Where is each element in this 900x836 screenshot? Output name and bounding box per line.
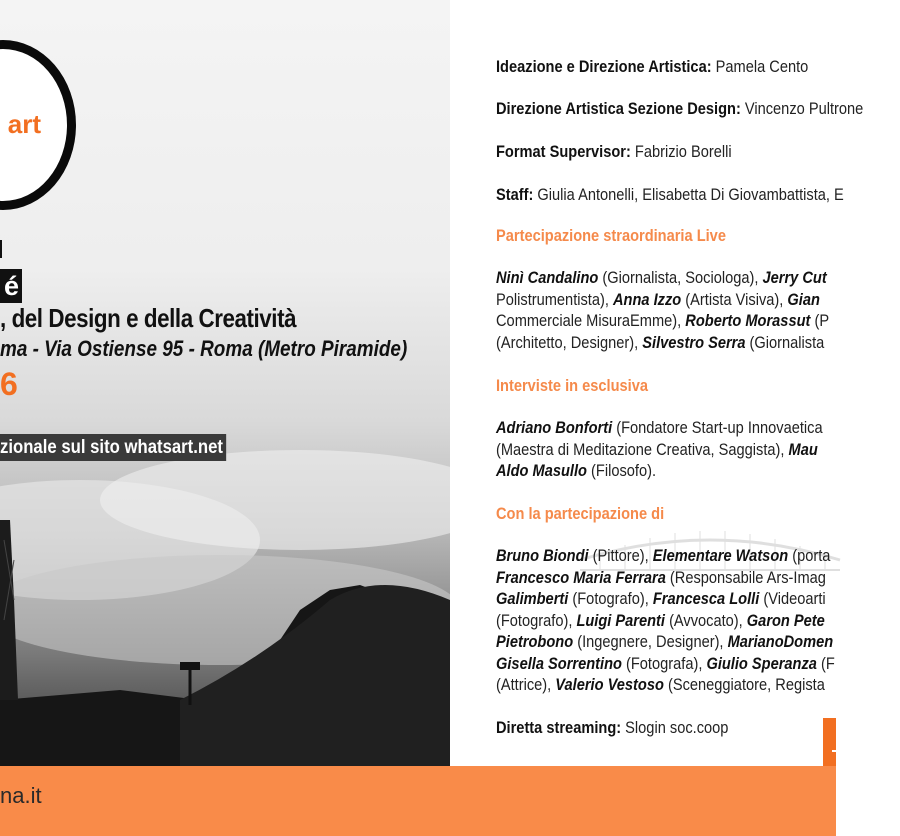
credit-value: Slogin soc.coop — [621, 718, 729, 737]
participant-name: Aldo Masullo — [496, 461, 587, 480]
participant-name: Garon Pete — [746, 610, 825, 630]
participant-role: (P — [810, 311, 830, 330]
credit-streaming — [496, 718, 728, 738]
participant-role: (Fotografa), — [621, 653, 707, 673]
participant-role: Commerciale MisuraEmme), — [496, 311, 686, 330]
participant-line — [496, 461, 656, 481]
participant-line — [496, 675, 825, 695]
credit-label: Diretta streaming: — [496, 718, 622, 737]
participant-role: (Fondatore Start-up Innovaetica — [612, 418, 823, 437]
credit-value: Vincenzo Pultrone — [740, 99, 864, 118]
participant-name: Pietrobono — [496, 632, 574, 651]
participant-name: Galimberti — [496, 589, 569, 608]
participant-name: MarianoDomen — [727, 632, 834, 651]
participant-name: Jerry Cut — [762, 268, 827, 287]
participant-role: Polistrumentista), — [496, 289, 614, 309]
event-photo-panel — [0, 0, 450, 766]
participant-line — [496, 311, 829, 331]
credit-label: Staff: — [496, 185, 534, 204]
participant-name: Roberto Morassut — [685, 311, 811, 330]
headline-tag-text: é — [3, 271, 19, 301]
participant-name: Gian — [787, 289, 820, 309]
logo-text: art — [7, 109, 41, 139]
decorative-bar — [0, 240, 2, 258]
participant-name: Francesco Maria Ferrara — [496, 567, 666, 587]
participant-role: (Fotografo), — [496, 610, 577, 630]
participant-line — [496, 418, 823, 438]
participant-role: (Maestra di Meditazione Creativa, Saggista), — [496, 439, 789, 459]
event-venue: ma - Via Ostiense 95 - Roma (Metro Piramide) — [0, 336, 408, 361]
participant-line — [496, 268, 827, 288]
credit-label: Direzione Artistica Sezione Design: — [496, 99, 741, 118]
section-heading-con: Con la partecipazione di — [496, 504, 665, 523]
participant-name: Mau — [788, 439, 818, 459]
participant-line — [496, 632, 833, 652]
section-heading-interviste: Interviste in esclusiva — [496, 376, 648, 395]
participant-name: Bruno Biondi — [496, 546, 589, 565]
participant-role: (Attrice), — [496, 675, 556, 694]
participant-role: (Pittore), — [588, 546, 653, 565]
participant-name: Luigi Parenti — [576, 610, 666, 630]
participant-role: (porta — [788, 546, 831, 565]
participant-name: Giulio Speranza — [706, 653, 817, 673]
participant-role: (F — [816, 653, 835, 673]
credit-value: Giulia Antonelli, Elisabetta Di Giovambattista, E — [533, 185, 844, 204]
participant-name: Valerio Vestoso — [555, 675, 664, 694]
participant-line — [496, 333, 824, 353]
participant-line — [496, 654, 835, 674]
participant-name: Silvestro Serra — [642, 332, 746, 352]
section-heading-live: Partecipazione straordinaria Live — [496, 226, 726, 245]
participant-name: Gisella Sorrentino — [496, 653, 622, 673]
participant-role: (Videoarti — [759, 589, 826, 608]
streaming-note: zionale sul sito whatsart.net — [0, 434, 227, 461]
credit-value: Fabrizio Borelli — [630, 142, 732, 161]
participant-name: Anna Izzo — [613, 289, 682, 309]
credit-ideazione — [496, 57, 808, 77]
participant-role: (Giornalista, Sociologa), — [598, 268, 763, 287]
participant-role: (Responsabile Ars-Imag — [665, 567, 826, 587]
event-year: 6 — [0, 366, 18, 402]
participant-line — [496, 546, 830, 566]
participant-name: Elementare Watson — [652, 546, 789, 565]
credit-format — [496, 142, 732, 162]
participant-role: (Ingegnere, Designer), — [573, 632, 728, 651]
participant-name: Adriano Bonforti — [496, 418, 613, 437]
credits-panel — [450, 0, 864, 766]
participant-line — [496, 568, 826, 588]
footer-site[interactable]: na.it — [0, 783, 42, 808]
participant-line — [496, 290, 820, 310]
participant-role: (Fotografo), — [568, 589, 653, 608]
event-title: , del Design e della Creatività — [0, 303, 297, 333]
headline-tag — [0, 269, 22, 303]
participant-role: (Sceneggiatore, Regista — [663, 675, 825, 694]
participant-line — [496, 440, 818, 460]
participant-name: Ninì Candalino — [496, 268, 599, 287]
credit-label: Ideazione e Direzione Artistica: — [496, 57, 712, 76]
participant-line — [496, 611, 825, 631]
participant-line — [496, 589, 826, 609]
participant-role: (Artista Visiva), — [681, 289, 788, 309]
participant-name: Francesca Lolli — [652, 589, 760, 608]
credit-label: Format Supervisor: — [496, 142, 631, 161]
footer-bar — [0, 766, 836, 836]
participant-role: (Avvocato), — [665, 610, 747, 630]
credit-staff — [496, 185, 844, 205]
participant-role: (Giornalista — [745, 332, 825, 352]
credit-design — [496, 99, 863, 119]
participant-role: (Filosofo). — [586, 461, 657, 480]
credit-value: Pamela Cento — [711, 57, 809, 76]
participant-role: (Architetto, Designer), — [496, 332, 643, 352]
